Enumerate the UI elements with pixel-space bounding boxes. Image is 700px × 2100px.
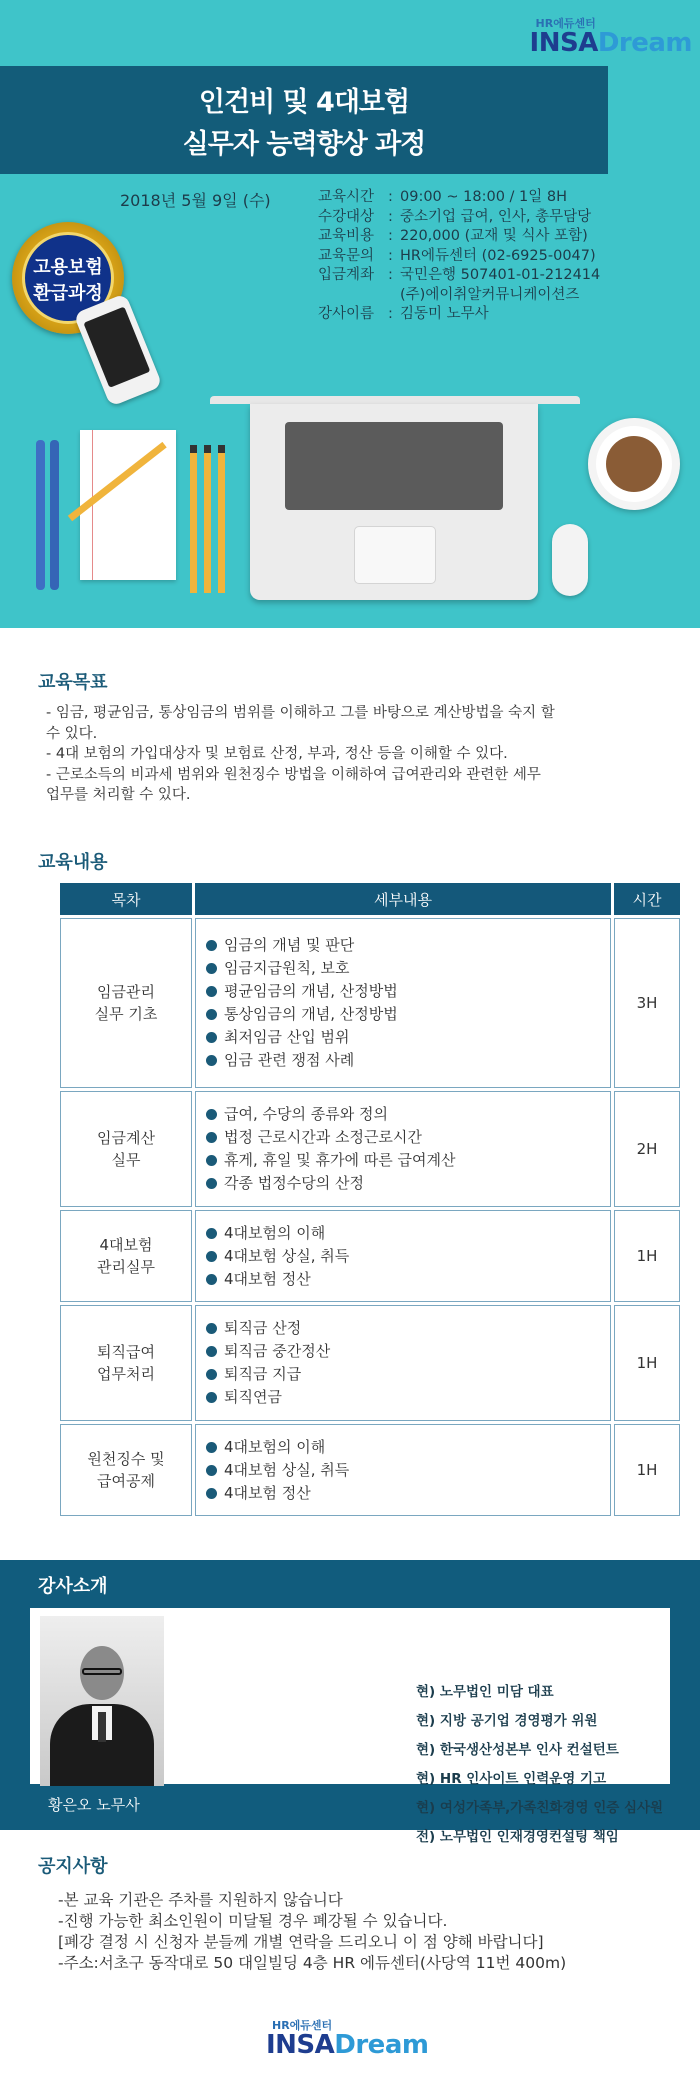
bullet-icon [206, 1323, 217, 1334]
brand-logo-bottom[interactable] [266, 2020, 428, 2058]
info-row-account-holder: (주)에이취알커뮤니케이션즈 [400, 286, 580, 303]
pencil-illustration [204, 445, 211, 593]
bullet-icon [206, 1032, 217, 1043]
header-details: 세부내용 [195, 883, 611, 915]
bullet-icon [206, 1109, 217, 1120]
keyboard-illustration [285, 422, 503, 510]
goal-line: - 4대 보험의 가입대상자 및 보험료 산정, 부과, 정산 등을 이해할 수 있다. [46, 746, 508, 762]
details-cell [195, 1305, 611, 1421]
laptop-illustration [250, 404, 538, 600]
instructor-name: 황은오 노무사 [48, 1796, 140, 1814]
notice-line: -주소:서초구 동작대로 50 대일빌딩 4층 HR 에듀센터(사당역 11번 400m) [58, 1954, 567, 1972]
hero-banner [0, 0, 700, 628]
module-cell: 임금계산 실무 [60, 1091, 192, 1207]
instructor-photo [40, 1616, 164, 1786]
career-item: 현) 여성가족부,가족친화경영 인증 심사원 [416, 1800, 664, 1816]
list-item: 휴게, 휴일 및 휴가에 따른 급여계산 [206, 1149, 600, 1172]
course-info [318, 188, 600, 325]
touchpad-illustration [354, 526, 436, 584]
bullet-icon [206, 940, 217, 951]
pencil-illustration [190, 445, 197, 593]
details-cell [195, 1424, 611, 1516]
module-cell: 4대보험 관리실무 [60, 1210, 192, 1302]
bullet-icon [206, 1369, 217, 1380]
header-module: 목차 [60, 883, 192, 915]
list-item: 4대보험의 이해 [206, 1222, 600, 1245]
bullet-icon [206, 1392, 217, 1403]
bullet-icon [206, 1009, 217, 1020]
info-row-target: 수강대상 : 중소기업 급여, 인사, 총무담당 [318, 208, 592, 225]
brand-main-text: INSADream [529, 28, 692, 58]
info-row-fee: 교육비용 : 220,000 (교재 및 식사 포함) [318, 228, 588, 244]
hours-cell: 1H [614, 1305, 680, 1421]
notice-title: 공지사항 [38, 1856, 108, 1877]
list-item: 4대보험의 이해 [206, 1436, 600, 1459]
goals-title: 교육목표 [38, 672, 108, 693]
badge-line2: 환급과정 [33, 283, 103, 304]
info-row-time: 교육시간 : 09:00 ~ 18:00 / 1일 8H [318, 189, 568, 205]
phone-illustration [73, 293, 162, 407]
info-row-instructor: 강사이름 : 김동미 노무사 [318, 306, 489, 322]
list-item: 4대보험 정산 [206, 1482, 600, 1505]
list-item: 퇴직금 중간정산 [206, 1340, 600, 1363]
bullet-icon [206, 1442, 217, 1453]
pen-illustration [50, 440, 59, 590]
bullet-icon [206, 986, 217, 997]
list-item: 임금의 개념 및 판단 [206, 934, 600, 957]
title-band [0, 66, 608, 174]
hours-cell: 1H [614, 1210, 680, 1302]
list-item: 퇴직연금 [206, 1386, 600, 1409]
details-cell [195, 1210, 611, 1302]
bullet-icon [206, 963, 217, 974]
module-cell: 원천징수 및 급여공제 [60, 1424, 192, 1516]
module-cell: 임금관리 실무 기초 [60, 918, 192, 1088]
list-item: 최저임금 산입 범위 [206, 1026, 600, 1049]
list-item: 퇴직금 산정 [206, 1317, 600, 1340]
brand-small-text: HR에듀센터 [535, 17, 596, 30]
brand-small-text: HR에듀센터 [272, 2019, 333, 2032]
bullet-icon [206, 1251, 217, 1262]
table-row [60, 918, 680, 1088]
bullet-icon [206, 1178, 217, 1189]
career-item: 전) 노무법인 인재경영컨설팅 책임 [416, 1829, 619, 1845]
table-row [60, 1305, 680, 1421]
info-row-contact: 교육문의 : HR에듀센터 (02-6925-0047) [318, 247, 596, 264]
bullet-icon [206, 1465, 217, 1476]
career-item: 현) 지방 공기업 경영평가 위원 [416, 1713, 598, 1729]
career-item: 현) HR 인사이트 인력운영 기고 [416, 1771, 607, 1787]
instructor-title: 강사소개 [38, 1576, 108, 1597]
details-cell [195, 1091, 611, 1207]
list-item: 임금 관련 쟁점 사례 [206, 1049, 600, 1072]
goal-line: 업무를 처리할 수 있다. [46, 787, 191, 803]
course-title-line1: 인건비 및 4대보험 [198, 87, 410, 118]
list-item: 법정 근로시간과 소정근로시간 [206, 1126, 600, 1149]
curriculum-table [57, 880, 683, 1519]
badge-line1: 고용보험 [33, 257, 103, 278]
instructor-career [416, 1678, 663, 1852]
bullet-icon [206, 1155, 217, 1166]
hours-cell: 2H [614, 1091, 680, 1207]
list-item: 임금지급원칙, 보호 [206, 957, 600, 980]
table-row [60, 1424, 680, 1516]
list-item: 4대보험 정산 [206, 1268, 600, 1291]
list-item: 급여, 수당의 종류와 정의 [206, 1103, 600, 1126]
table-row [60, 1091, 680, 1207]
brand-main-text: INSADream [266, 2030, 429, 2060]
bullet-icon [206, 1055, 217, 1066]
table-row [60, 1210, 680, 1302]
list-item: 각종 법정수당의 산정 [206, 1172, 600, 1195]
brand-logo-top[interactable] [530, 18, 692, 56]
laptop-screen-edge [210, 396, 580, 404]
notice-text [58, 1890, 566, 1974]
bullet-icon [206, 1228, 217, 1239]
bullet-icon [206, 1132, 217, 1143]
mouse-illustration [552, 524, 588, 596]
bullet-icon [206, 1346, 217, 1357]
notice-line: -본 교육 기관은 주차를 지원하지 않습니다 [58, 1891, 343, 1909]
career-item: 현) 한국생산성본부 인사 컨설턴트 [416, 1742, 619, 1758]
info-row-account: 입금계좌 : 국민은행 507401-01-212414 [318, 267, 601, 283]
hours-cell: 1H [614, 1424, 680, 1516]
career-item: 현) 노무법인 미담 대표 [416, 1684, 554, 1700]
curriculum-title: 교육내용 [38, 852, 108, 873]
bullet-icon [206, 1274, 217, 1285]
details-cell [195, 918, 611, 1088]
list-item: 통상임금의 개념, 산정방법 [206, 1003, 600, 1026]
notepad-illustration [80, 430, 176, 580]
notice-line: [폐강 결정 시 신청자 분들께 개별 연락을 드리오니 이 점 양해 바랍니다] [58, 1933, 544, 1951]
module-cell: 퇴직급여 업무처리 [60, 1305, 192, 1421]
notice-line: -진행 가능한 최소인원이 미달될 경우 폐강될 수 있습니다. [58, 1912, 448, 1930]
list-item: 4대보험 상실, 취득 [206, 1459, 600, 1482]
header-hours: 시간 [614, 883, 680, 915]
goal-line: - 근로소득의 비과세 범위와 원천징수 방법을 이해하여 급여관리와 관련한 세무 [46, 766, 541, 783]
instructor-section [0, 1560, 700, 1845]
pencil-illustration [218, 445, 225, 593]
course-title-line2: 실무자 능력향상 과정 [182, 129, 426, 160]
goals-text [46, 703, 666, 806]
pen-illustration [36, 440, 45, 590]
goal-line: - 임금, 평균임금, 통상임금의 범위를 이해하고 그를 바탕으로 계산방법을 숙지 할 [46, 705, 555, 721]
list-item: 4대보험 상실, 취득 [206, 1245, 600, 1268]
list-item: 퇴직금 지급 [206, 1363, 600, 1386]
hours-cell: 3H [614, 918, 680, 1088]
goal-line: 수 있다. [46, 725, 98, 742]
course-date: 2018년 5월 9일 (수) [120, 191, 271, 210]
list-item: 평균임금의 개념, 산정방법 [206, 980, 600, 1003]
bullet-icon [206, 1488, 217, 1499]
curriculum-header-row [60, 883, 680, 915]
